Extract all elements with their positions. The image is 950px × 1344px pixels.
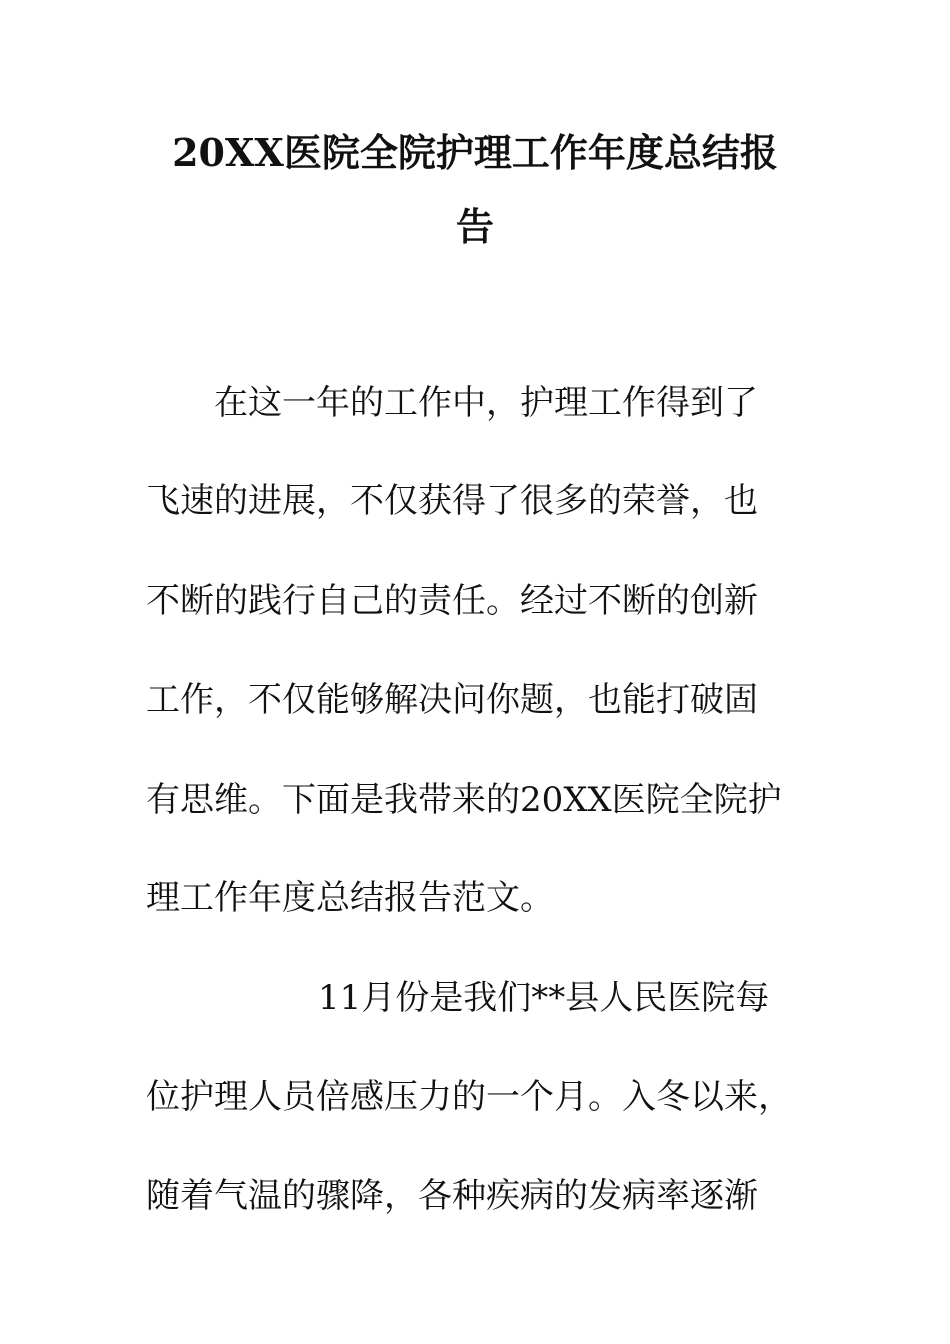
- body-line-4: 工作，不仅能够解决问你题，也能打破固: [146, 680, 758, 720]
- body-line-5: 有思维。下面是我带来的20XX医院全院护: [146, 780, 782, 820]
- body-line-1: 在这一年的工作中，护理工作得到了: [214, 383, 758, 423]
- body-line-2: 飞速的进展，不仅获得了很多的荣誉，也: [146, 481, 758, 521]
- body-line-7: 11月份是我们**县人民医院每: [318, 978, 770, 1018]
- body-line-9: 随着气温的骤降，各种疾病的发病率逐渐: [146, 1176, 758, 1216]
- body-line-3: 不断的践行自己的责任。经过不断的创新: [146, 581, 758, 621]
- document-title-line-2: 告: [455, 204, 494, 249]
- body-line-6: 理工作年度总结报告范文。: [146, 878, 554, 918]
- body-line-8: 位护理人员倍感压力的一个月。入冬以来，: [146, 1077, 792, 1117]
- document-title-line-1: 20XX医院全院护理工作年度总结报: [172, 130, 778, 175]
